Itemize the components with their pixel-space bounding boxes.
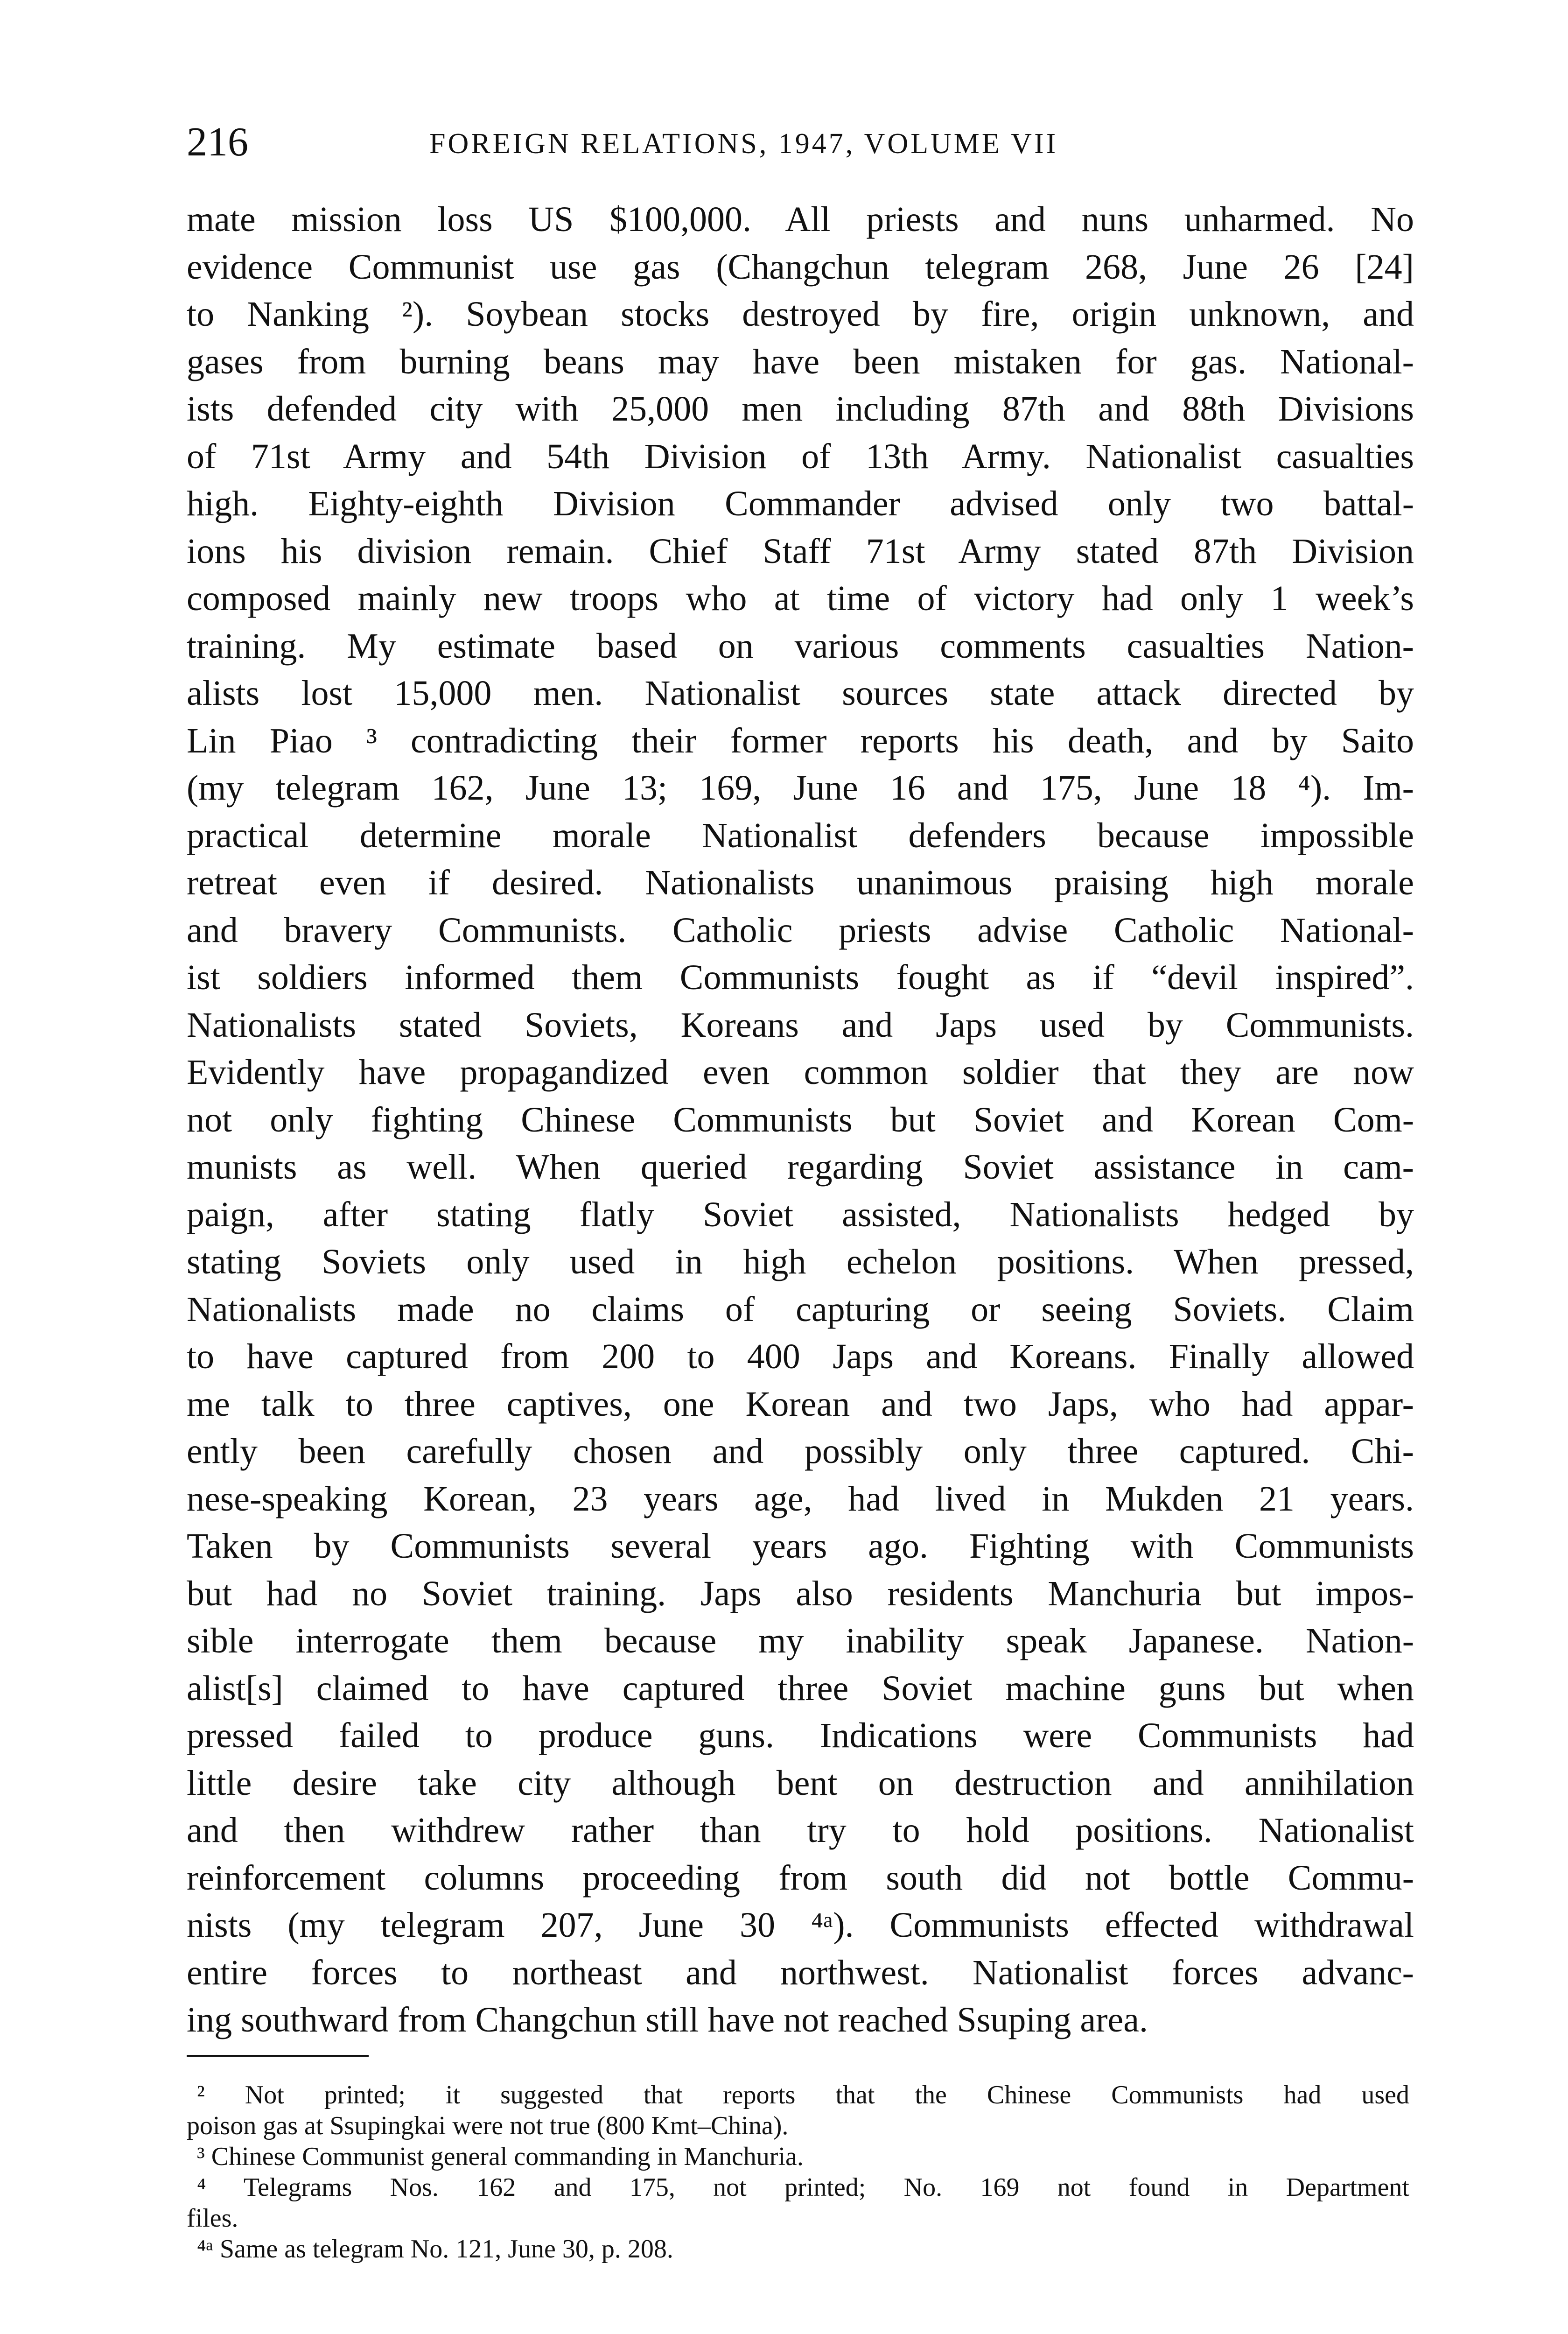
body-line: Nationalists stated Soviets, Koreans and Japs used by Communists. <box>187 1005 1414 1045</box>
body-line: but had no Soviet training. Japs also residents Manchuria but impos- <box>187 1574 1414 1613</box>
footnote-line: poison gas at Ssupingkai were not true (800 Kmt–China). <box>187 2111 789 2140</box>
body-line: gases from burning beans may have been mistaken for gas. National- <box>187 342 1414 381</box>
body-line: nists (my telegram 207, June 30 ⁴ᵃ). Communists effected withdrawal <box>187 1905 1414 1945</box>
footnote-line: ³ Chinese Communist general commanding in Manchuria. <box>197 2142 804 2171</box>
body-line: and then withdrew rather than try to hold positions. Nationalist <box>187 1811 1414 1850</box>
body-line: retreat even if desired. Nationalists unanimous praising high morale <box>187 863 1414 902</box>
body-line: ently been carefully chosen and possibly only three captured. Chi- <box>187 1432 1414 1471</box>
body-line: not only fighting Chinese Communists but Soviet and Korean Com- <box>187 1100 1414 1139</box>
body-line: entire forces to northeast and northwest. Nationalist forces advanc- <box>187 1953 1414 1992</box>
body-line: Taken by Communists several years ago. Fighting with Communists <box>187 1526 1414 1566</box>
body-line: of 71st Army and 54th Division of 13th Army. Nationalist casualties <box>187 436 1414 476</box>
body-text <box>187 196 1414 2044</box>
footnote-line: ² Not printed; it suggested that reports that the Chinese Communists had used <box>197 2081 1409 2109</box>
body-line: evidence Communist use gas (Changchun telegram 268, June 26 [24] <box>187 247 1414 287</box>
body-line: and bravery Communists. Catholic priests advise Catholic National- <box>187 910 1414 950</box>
body-line: mate mission loss US $100,000. All priests and nuns unharmed. No <box>187 200 1414 239</box>
body-line: pressed failed to produce guns. Indications were Communists had <box>187 1716 1414 1755</box>
body-line: ist soldiers informed them Communists fought as if “devil inspired”. <box>187 958 1414 997</box>
body-line: nese-speaking Korean, 23 years age, had lived in Mukden 21 years. <box>187 1479 1414 1519</box>
footnote-line: ⁴ Telegrams Nos. 162 and 175, not printed; No. 169 not found in Department <box>197 2173 1409 2202</box>
body-line: ing southward from Changchun still have not reached Ssuping area. <box>187 2000 1148 2039</box>
running-title: FOREIGN RELATIONS, 1947, VOLUME VII <box>429 128 1058 160</box>
body-line: Evidently have propagandized even common soldier that they are now <box>187 1053 1414 1092</box>
body-line: sible interrogate them because my inability speak Japanese. Nation- <box>187 1621 1414 1660</box>
body-line: (my telegram 162, June 13; 169, June 16 and 175, June 18 ⁴). Im- <box>187 768 1414 808</box>
body-line: to Nanking ²). Soybean stocks destroyed by fire, origin unknown, and <box>187 295 1414 334</box>
body-line: stating Soviets only used in high echelon positions. When pressed, <box>187 1242 1414 1281</box>
body-line: ists defended city with 25,000 men including 87th and 88th Divisions <box>187 389 1414 429</box>
footnote-line: ⁴ᵃ Same as telegram No. 121, June 30, p. 208. <box>197 2235 673 2264</box>
body-line: to have captured from 200 to 400 Japs and Koreans. Finally allowed <box>187 1337 1414 1376</box>
body-line: training. My estimate based on various comments casualties Nation- <box>187 626 1414 666</box>
body-line: high. Eighty-eighth Division Commander advised only two battal- <box>187 484 1414 523</box>
body-line: alist[s] claimed to have captured three Soviet machine guns but when <box>187 1668 1414 1708</box>
body-line: practical determine morale Nationalist defenders because impossible <box>187 815 1414 855</box>
page-number: 216 <box>187 120 248 165</box>
body-line: alists lost 15,000 men. Nationalist sources state attack directed by <box>187 674 1414 713</box>
body-line: paign, after stating flatly Soviet assisted, Nationalists hedged by <box>187 1195 1414 1234</box>
body-line: ions his division remain. Chief Staff 71st Army stated 87th Division <box>187 531 1414 571</box>
footnotes <box>187 2080 1409 2264</box>
footnote-line: files. <box>187 2204 238 2233</box>
body-line: little desire take city although bent on destruction and annihilation <box>187 1763 1414 1803</box>
body-line: munists as well. When queried regarding Soviet assistance in cam- <box>187 1147 1414 1187</box>
footnote-divider <box>187 2055 369 2057</box>
body-line: Lin Piao ³ contradicting their former reports his death, and by Saito <box>187 721 1414 760</box>
body-line: me talk to three captives, one Korean and two Japs, who had appar- <box>187 1384 1414 1424</box>
body-line: composed mainly new troops who at time of victory had only 1 week’s <box>187 579 1414 618</box>
running-head <box>187 117 1419 168</box>
body-line: Nationalists made no claims of capturing or seeing Soviets. Claim <box>187 1289 1414 1329</box>
body-line: reinforcement columns proceeding from south did not bottle Commu- <box>187 1858 1414 1898</box>
